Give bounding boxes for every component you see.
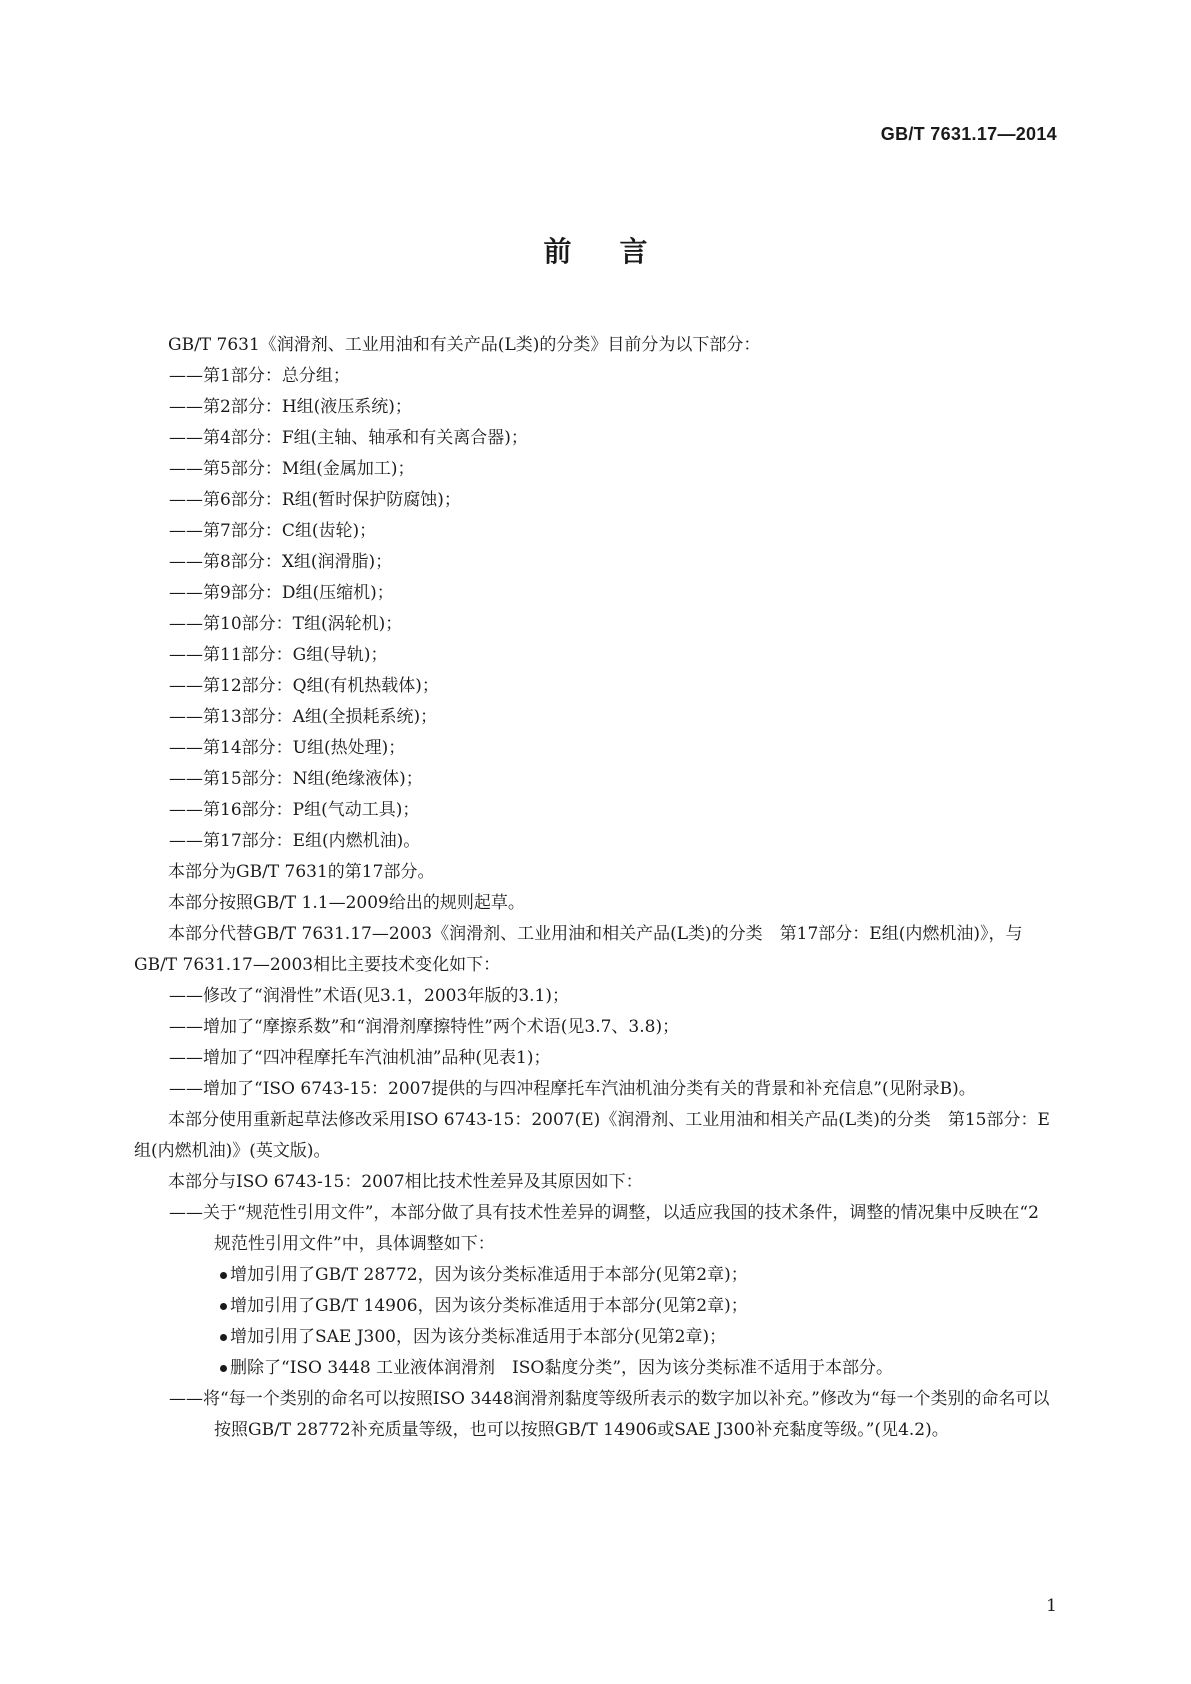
list-item-change: ——修改了“润滑性”术语(见3.1，2003年版的3.1)； xyxy=(169,986,569,1006)
list-item-part: ——第13部分：A组(全损耗系统)； xyxy=(169,707,438,727)
list-item-part: ——第10部分：T组(涡轮机)； xyxy=(169,614,403,634)
list-item-part: ——第14部分：U组(热处理)； xyxy=(169,738,406,758)
list-item-change: ——增加了“四冲程摩托车汽油机油”品种(见表1)； xyxy=(169,1048,551,1068)
page-title: 前言 xyxy=(543,235,696,268)
list-item-difference: ——关于“规范性引用文件”，本部分做了具有技术性差异的调整，以适应我国的技术条件，调整的情况集中反映在“2 规范性引用文件”中，具体调整如下： xyxy=(169,1203,1056,1254)
differences-paragraph: 本部分与ISO 6743-15：2007相比技术性差异及其原因如下： xyxy=(168,1172,643,1192)
list-item-difference: ——将“每一个类别的命名可以按照ISO 3448润滑剂黏度等级所表示的数字加以补充。”修改为“每一个类别的命名可以按照GB/T 28772补充质量等级，也可以按照GB/T 14906或SAE J300补充黏度等级。”(见4.2)。 xyxy=(169,1389,1050,1440)
bullet-item xyxy=(134,1353,1064,1384)
list-item-part: ——第7部分：C组(齿轮)； xyxy=(169,521,377,541)
list-item-part: ——第17部分：E组(内燃机油)。 xyxy=(169,831,421,851)
bullet-text: 增加引用了GB/T 14906，因为该分类标准适用于本部分(见第2章)； xyxy=(230,1296,748,1316)
list-item-part: ——第1部分：总分组； xyxy=(169,366,350,386)
bullet-dot-icon xyxy=(220,1334,227,1341)
list-item-part: ——第11部分：G组(导轨)； xyxy=(169,645,388,665)
this-part-paragraph: 本部分为GB/T 7631的第17部分。 xyxy=(168,862,435,882)
bullet-text: 增加引用了SAE J300，因为该分类标准适用于本部分(见第2章)； xyxy=(230,1327,727,1347)
intro-paragraph: GB/T 7631《润滑剂、工业用油和有关产品(L类)的分类》目前分为以下部分： xyxy=(168,335,761,355)
page-number: 1 xyxy=(1046,1596,1057,1616)
bullet-text: 删除了“ISO 3448 工业液体润滑剂 ISO黏度分类”，因为该分类标准不适用于本部分。 xyxy=(230,1358,894,1378)
bullet-item xyxy=(134,1291,1064,1322)
drafting-paragraph: 本部分按照GB/T 1.1—2009给出的规则起草。 xyxy=(168,893,525,913)
list-item-part: ——第6部分：R组(暂时保护防腐蚀)； xyxy=(169,490,461,510)
bullet-dot-icon xyxy=(220,1303,227,1310)
list-item-part: ——第15部分：N组(绝缘液体)； xyxy=(169,769,423,789)
adoption-paragraph: 本部分使用重新起草法修改采用ISO 6743-15：2007(E)《润滑剂、工业用油和相关产品(L类)的分类 第15部分：E组(内燃机油)》(英文版)。 xyxy=(134,1110,1050,1161)
bullet-dot-icon xyxy=(220,1272,227,1279)
list-item-part: ——第4部分：F组(主轴、轴承和有关离合器)； xyxy=(169,428,528,448)
header-doc-code: GB/T 7631.17—2014 xyxy=(880,124,1057,144)
replaces-paragraph: 本部分代替GB/T 7631.17—2003《润滑剂、工业用油和相关产品(L类)的分类 第17部分：E组(内燃机油)》，与GB/T 7631.17—2003相比主要技术变化如下： xyxy=(134,924,1023,975)
bullet-item xyxy=(134,1322,1064,1353)
list-item-part: ——第9部分：D组(压缩机)； xyxy=(169,583,394,603)
bullet-dot-icon xyxy=(220,1365,227,1372)
list-item-part: ——第12部分：Q组(有机热载体)； xyxy=(169,676,439,696)
list-item-part: ——第5部分：M组(金属加工)； xyxy=(169,459,415,479)
list-item-change: ——增加了“ISO 6743-15：2007提供的与四冲程摩托车汽油机油分类有关的背景和补充信息”(见附录B)。 xyxy=(169,1079,976,1099)
bullet-item xyxy=(134,1260,1064,1291)
list-item-part: ——第16部分：P组(气动工具)； xyxy=(169,800,420,820)
list-item-part: ——第8部分：X组(润滑脂)； xyxy=(169,552,393,572)
list-item-change: ——增加了“摩擦系数”和“润滑剂摩擦特性”两个术语(见3.7、3.8)； xyxy=(169,1017,680,1037)
bullet-text: 增加引用了GB/T 28772，因为该分类标准适用于本部分(见第2章)； xyxy=(230,1265,748,1285)
preface-body xyxy=(134,330,1064,1446)
list-item-part: ——第2部分：H组(液压系统)； xyxy=(169,397,412,417)
